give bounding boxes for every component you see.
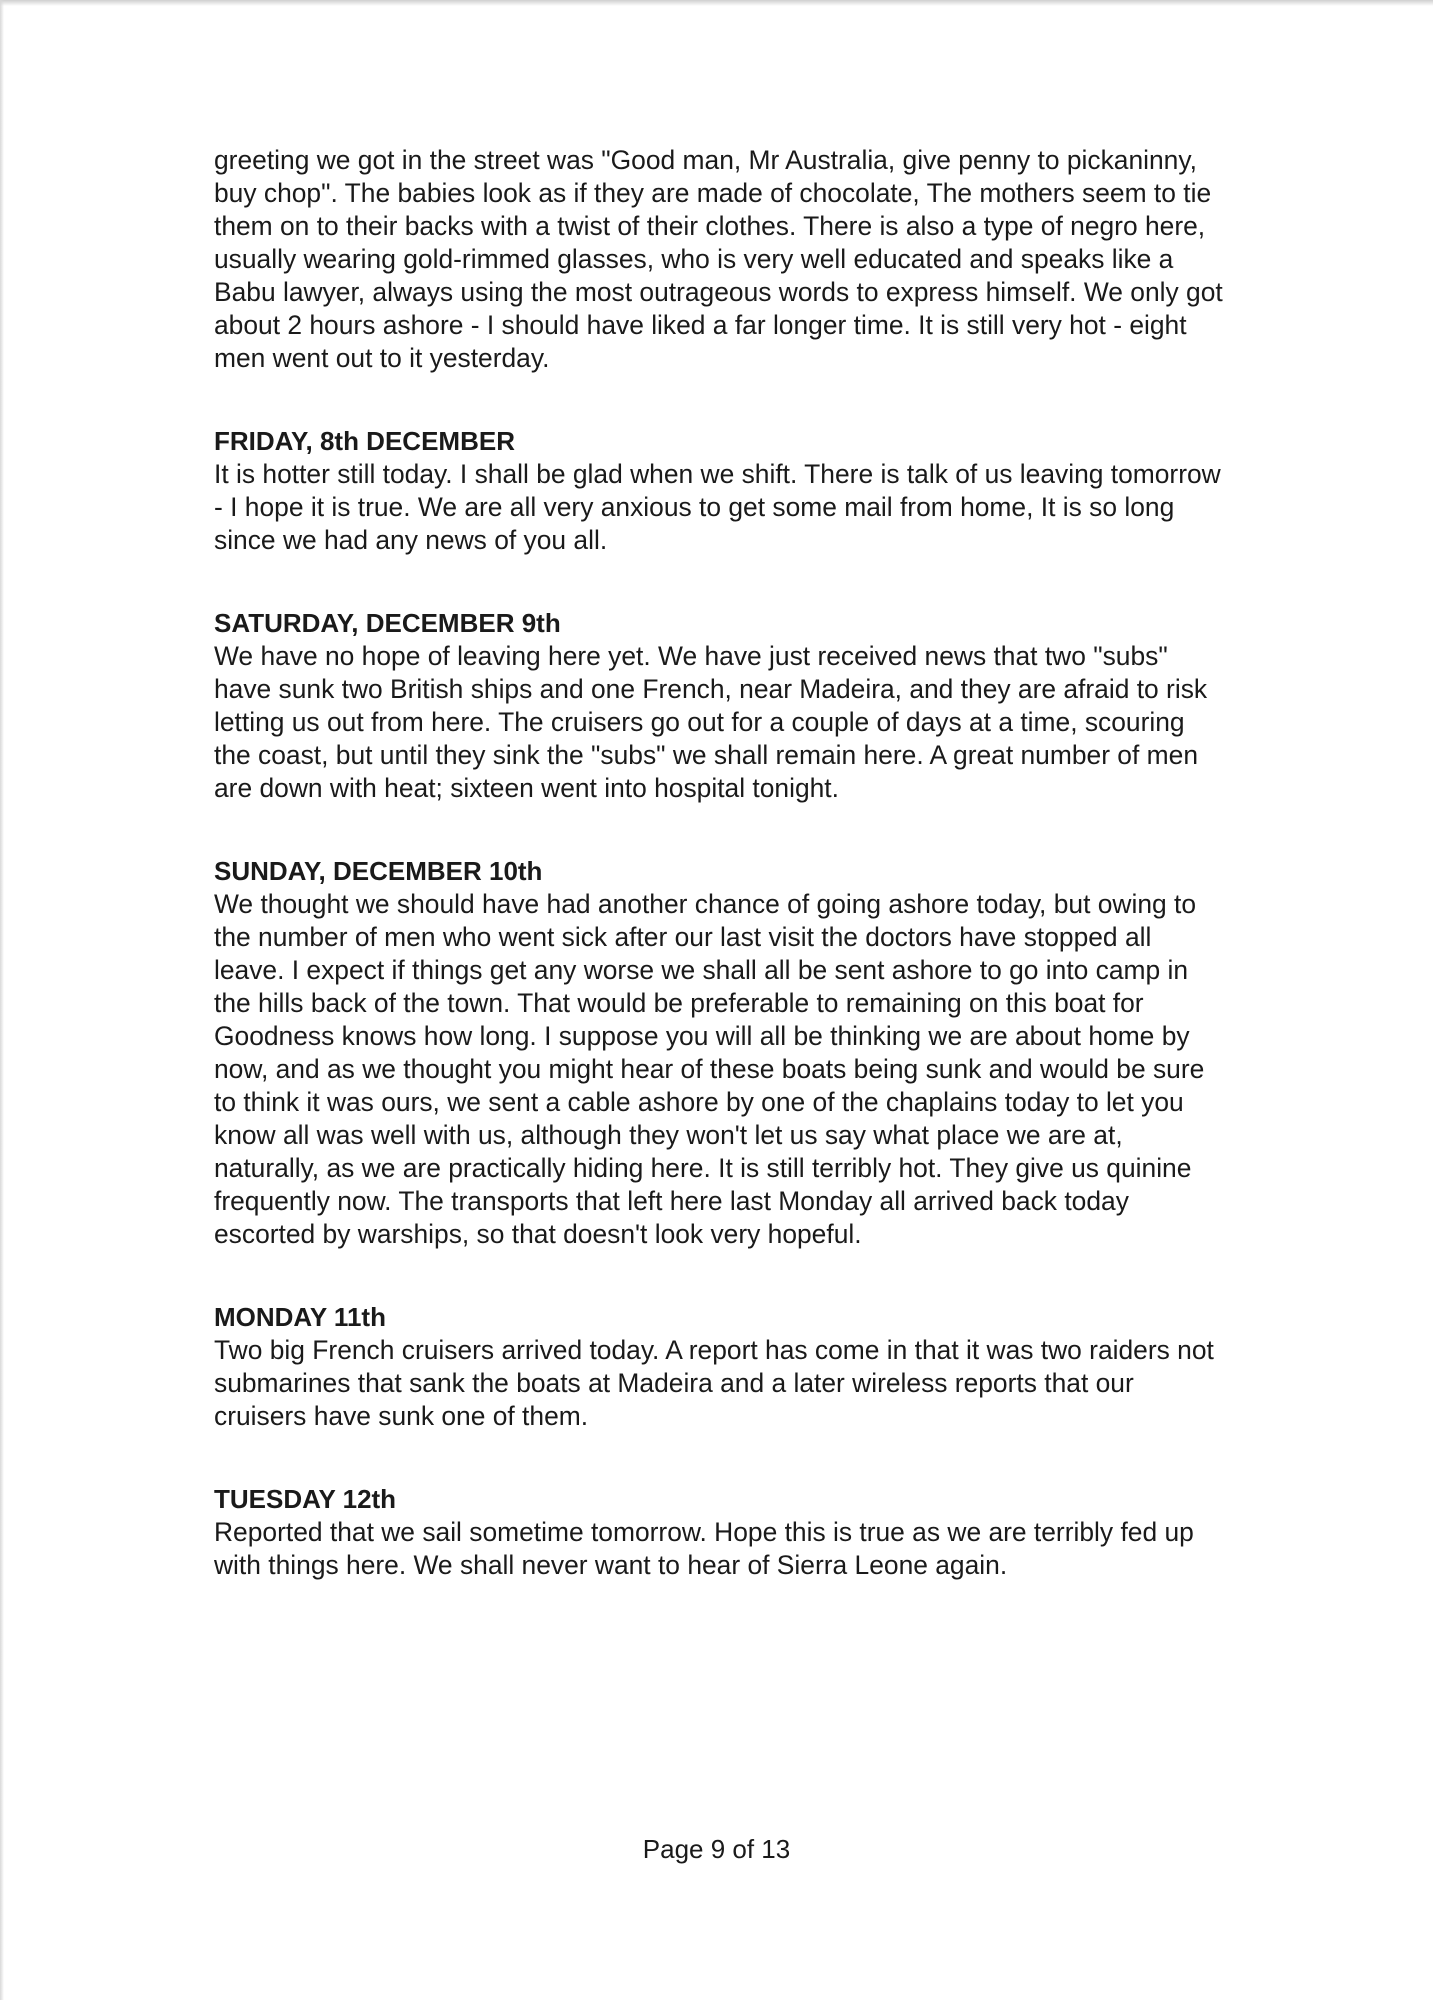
entry-body: Reported that we sail sometime tomorrow. Hope this is true as we are terribly fed up with things here. We shall never want to hear of Sierra Leone again. [214,1517,1194,1580]
entry-heading: MONDAY 11th [214,1302,386,1332]
entry-body: Two big French cruisers arrived today. A report has come in that it was two raiders not submarines that sank the boats at Madeira and a later wireless reports that our cruisers have sunk one of them. [214,1335,1214,1431]
diary-entry-friday [214,425,1224,557]
document-page [214,144,1224,1582]
entry-heading: TUESDAY 12th [214,1484,397,1514]
entry-heading: SUNDAY, DECEMBER 10th [214,856,543,886]
entry-heading: SATURDAY, DECEMBER 9th [214,608,561,638]
page-number: Page 9 of 13 [642,1834,791,1864]
intro-paragraph: greeting we got in the street was "Good man, Mr Australia, give penny to pickaninny, buy chop". The babies look as if they are made of chocolate, The mothers seem to tie them on to their backs with a twist of their clothes. There is also a type of negro here, usually wearing gold-rimmed glasses, who is very well educated and speaks like a Babu lawyer, always using the most outrageous words to express himself. We only got about 2 hours ashore - I should have liked a far longer time. It is still very hot - eight men went out to it yesterday. [214,145,1223,373]
diary-entry-monday [214,1301,1224,1433]
scan-edge-top [0,0,1433,6]
entry-body: We thought we should have had another chance of going ashore today, but owing to the number of men who went sick after our last visit the doctors have stopped all leave. I expect if things get any worse we shall all be sent ashore to go into camp in the hills back of the town. That would be preferable to remaining on this boat for Goodness knows how long. I suppose you will all be thinking we are about home by now, and as we thought you might hear of these boats being sunk and would be sure to think it was ours, we sent a cable ashore by one of the chaplains today to let you know all was well with us, although they won't let us say what place we are at, naturally, as we are practically hiding here. It is still terribly hot. They give us quinine frequently now. The transports that left here last Monday all arrived back today escorted by warships, so that doesn't look very hopeful. [214,889,1205,1249]
entry-body: It is hotter still today. I shall be glad when we shift. There is talk of us leaving tomorrow - I hope it is true. We are all very anxious to get some mail from home, It is so long since we had any news of you all. [214,459,1221,555]
diary-entry-saturday [214,607,1224,805]
diary-entry-tuesday [214,1483,1224,1582]
scan-edge-left [0,0,4,2000]
entry-heading: FRIDAY, 8th DECEMBER [214,426,515,456]
entry-body: We have no hope of leaving here yet. We have just received news that two "subs" have sunk two British ships and one French, near Madeira, and they are afraid to risk letting us out from here. The cruisers go out for a couple of days at a time, scouring the coast, but until they sink the "subs" we shall remain here. A great number of men are down with heat; sixteen went into hospital tonight. [214,641,1208,803]
diary-entry-sunday [214,855,1224,1251]
